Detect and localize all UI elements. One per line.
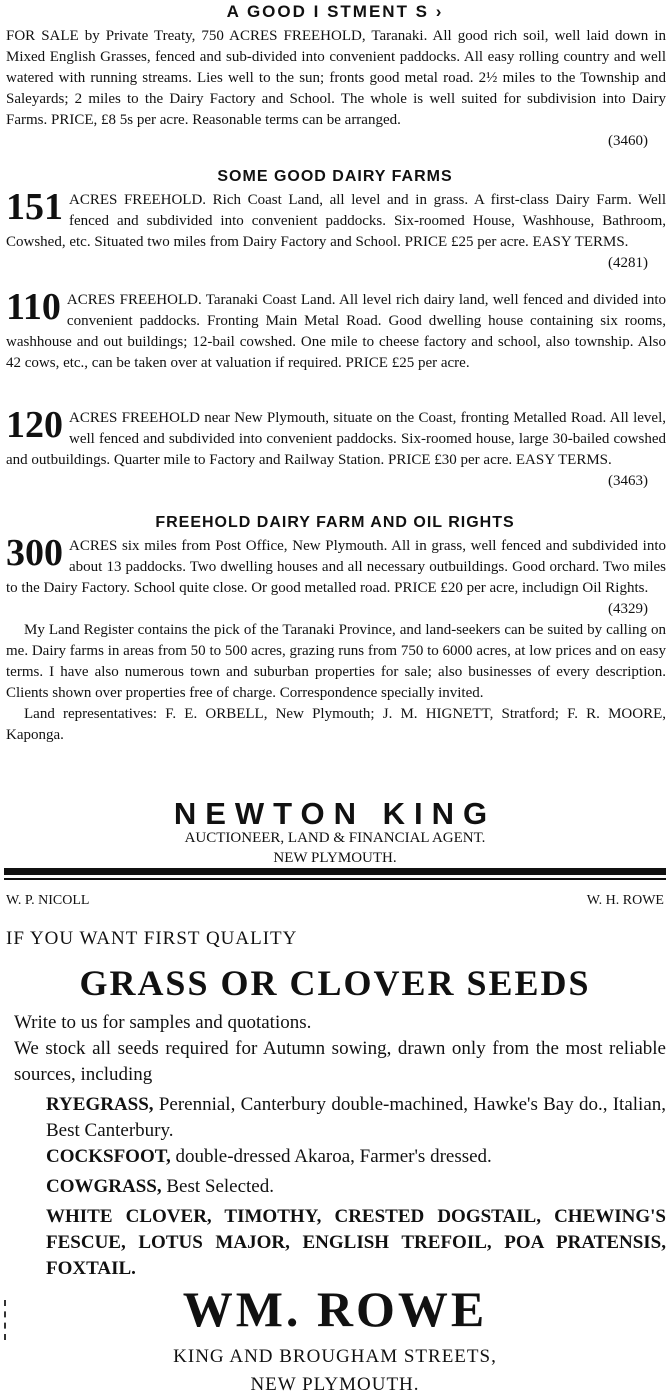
listing-ref: (4329) — [608, 601, 648, 617]
seed-item-cowgrass — [46, 1174, 666, 1200]
representatives-text: Land representatives: F. E. ORBELL, New Plymouth; J. M. HIGNETT, Stratford; F. R. MOORE, Kaponga. — [6, 706, 666, 743]
listing-ref: (4281) — [608, 255, 648, 271]
seed-name: COWGRASS, — [46, 1176, 162, 1197]
investment-ref: (3460) — [608, 133, 648, 149]
rowe-place: NEW PLYMOUTH. — [250, 1374, 420, 1395]
divider-rule-thin — [4, 878, 666, 880]
land-register-text: My Land Register contains the pick of the Taranaki Province, and land-seekers can be suited by calling on me. Dairy farms in areas from 50 to 500 acres, grazing runs from 750 to 6000 acres, at low prices and on easy terms. I have also numerous town and suburban properties for sale; also businesses of every description. Clients shown over properties free of charge. Correspondence specially invited. — [6, 622, 666, 701]
dairy-heading: SOME GOOD DAIRY FARMS — [217, 168, 453, 185]
newton-king-title: AUCTIONEER, LAND & FINANCIAL AGENT. — [184, 830, 486, 846]
dairy-item-120 — [6, 404, 666, 492]
investment-heading: A GOOD I STMENT S › — [226, 2, 444, 21]
seeds-line-samples: Write to us for samples and quotations. — [14, 1012, 312, 1033]
seed-item-ryegrass — [46, 1092, 666, 1144]
newton-king-name: NEWTON KING — [173, 796, 497, 831]
seed-desc: Best Selected. — [166, 1176, 274, 1197]
partner-right: W. H. ROWE — [586, 893, 664, 908]
rowe-street: KING AND BROUGHAM STREETS, — [173, 1346, 497, 1367]
acreage-number: 110 — [6, 286, 61, 328]
acreage-number: 300 — [6, 532, 63, 574]
acreage-number: 151 — [6, 186, 63, 228]
seeds-line-stock: We stock all seeds required for Autumn sowing, drawn only from the most reliable sources, including — [14, 1038, 666, 1085]
investment-ad — [6, 26, 666, 152]
seed-desc: Perennial, Canterbury double-machined, Hawke's Bay do., Italian, Best Canterbury. — [46, 1094, 666, 1141]
seed-name: RYEGRASS, — [46, 1094, 154, 1115]
seed-name: WHITE CLOVER, TIMOTHY, CRESTED DOGSTAIL, CHEWING'S FESCUE, LOTUS MAJOR, ENGLISH TREFOIL, POA PRATENSIS, FOXTAIL. — [46, 1206, 666, 1279]
seed-item-cocksfoot — [46, 1144, 666, 1170]
seeds-intro: IF YOU WANT FIRST QUALITY — [6, 928, 298, 949]
listing-text: ACRES FREEHOLD near New Plymouth, situate on the Coast, fronting Metalled Road. All level, well fenced and subdivided into convenient paddocks. Six-roomed house, large 30-bailed cowshed and outbuildings. Quarter mile to Factory and Railway Station. PRICE £30 per acre. EASY TERMS. — [6, 410, 666, 468]
rowe-name: WM. ROWE — [182, 1281, 488, 1337]
listing-text: ACRES FREEHOLD. Rich Coast Land, all level and in grass. A first-class Dairy Farm. Well fenced and subdivided into convenient paddocks. Six-roomed House, Washhouse, Bathroom, Cowshed, etc. Situated two miles from Dairy Factory and School. PRICE £25 per acre. EASY TERMS. — [6, 192, 666, 250]
acreage-number: 120 — [6, 404, 63, 446]
oil-heading: FREEHOLD DAIRY FARM AND OIL RIGHTS — [155, 514, 515, 531]
newton-king-place: NEW PLYMOUTH. — [273, 850, 397, 866]
dairy-item-151 — [6, 186, 666, 274]
listing-text: ACRES FREEHOLD. Taranaki Coast Land. All level rich dairy land, well fenced and divided into convenient paddocks. Fronting Main Metal Road. Good dwelling house containing six rooms, washhouse and out buildings; 12-bail cowshed. One mile to cheese factory and school, also township. Also 42 cows, etc., can be taken over at valuation if required. PRICE £25 per acre. — [6, 292, 666, 371]
partner-left: W. P. NICOLL — [6, 893, 90, 908]
seed-name: COCKSFOOT, — [46, 1146, 171, 1167]
seed-desc: double-dressed Akaroa, Farmer's dressed. — [175, 1146, 492, 1167]
listing-text: ACRES six miles from Post Office, New Plymouth. All in grass, well fenced and subdivided into about 13 paddocks. Two dwelling houses and all necessary outbuildings. Good orchard. Two miles to the Dairy Factory. School quite close. Or good metalled road. PRICE £20 per acre, includign Oil Rights. — [6, 538, 666, 596]
investment-text: FOR SALE by Private Treaty, 750 ACRES FREEHOLD, Taranaki. All good rich soil, well laid down in Mixed English Grasses, fenced and sub-divided into convenient paddocks. All easy rolling country and well watered with running streams. Lies well to the sun; fronts good metal road. 2½ miles to the Township and Saleyards; 2 miles to the Dairy Factory and School. The whole is well suited for subdivision into Dairy Farms. PRICE, £8 5s per acre. Reasonable terms can be arranged. — [6, 28, 666, 128]
dairy-item-110 — [6, 286, 666, 374]
oil-item-300 — [6, 532, 666, 746]
listing-ref: (3463) — [608, 473, 648, 489]
seeds-title: GRASS OR CLOVER SEEDS — [79, 963, 591, 1003]
seed-item-clovers — [46, 1204, 666, 1282]
divider-rule — [4, 868, 666, 875]
